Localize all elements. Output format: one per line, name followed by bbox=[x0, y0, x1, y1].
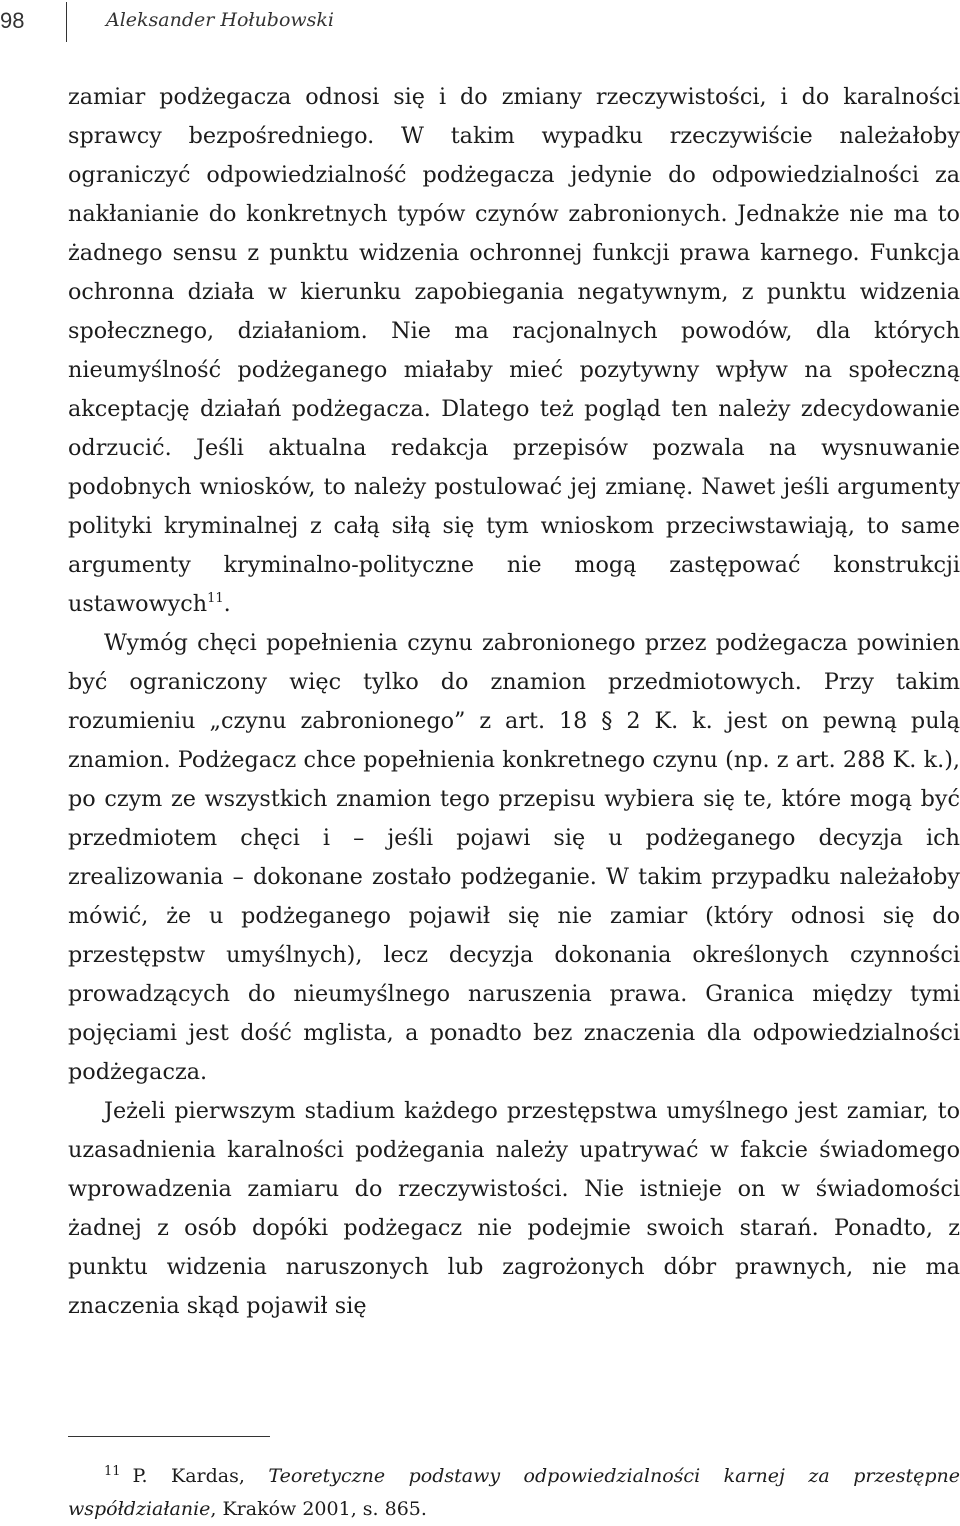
page-header bbox=[0, 0, 960, 46]
footnote-author: P. Kardas, bbox=[132, 1465, 245, 1487]
footnote-reference: 11 bbox=[207, 591, 224, 606]
header-divider bbox=[66, 2, 67, 42]
paragraph-2: Wymóg chęci popełnienia czynu zabronionego przez podżegacza powinien być ograniczony więc tylko do znamion przedmiotowych. Przy takim rozumieniu „czynu zabronionego” z art. 18 § 2 K. k. jest on pewną pulą znamion. Podżegacz chce popełnienia konkretnego czynu (np. z art. 288 K. k.), po czym ze wszystkich znamion tego przepisu wybiera się te, które mogą być przedmiotem chęci i – jeśli pojawi się u podżeganego decyzja ich zrealizowania – dokonane zostało podżeganie. W takim przypadku należałoby mówić, że u podżeganego pojawił się nie zamiar (który odnosi się do przestępstw umyślnych), lecz decyzja dokonania określonych czynności prowadzących do nieumyślnego naruszenia prawa. Granica między tymi pojęciami jest dość mglista, a ponadto bez znaczenia dla odpowiedzialności podżegacza. bbox=[68, 630, 960, 1085]
page-number: 98 bbox=[0, 8, 25, 33]
running-head: Aleksander Hołubowski bbox=[106, 9, 335, 31]
footnote-title: Teoretyczne podstawy odpowiedzialności karnej za przestępne współdziałanie bbox=[68, 1465, 960, 1520]
footnote: 11 P. Kardas, Teoretyczne podstawy odpowiedzialności karnej za przestępne współdziałanie, Kraków 2001, s. 865. bbox=[68, 1464, 960, 1520]
footnote-rest: , Kraków 2001, s. 865. bbox=[210, 1498, 427, 1520]
paragraph-1-text: zamiar podżegacza odnosi się i do zmiany rzeczywistości, i do karalności sprawcy bezpośredniego. W takim wypadku rzeczywiście należałoby ograniczyć odpowiedzialność podżegacza jedynie do odpowiedzialności za nakłanianie do konkretnych typów czynów zabronionych. Jednakże nie ma to żadnego sensu z punktu widzenia ochronnej funkcji prawa karnego. Funkcja ochronna działa w kierunku zapobiegania negatywnym, z punktu widzenia społecznego, działaniom. Nie ma racjonalnych powodów, dla których nieumyślność podżeganego miałaby mieć pozytywny wpływ na społeczną akceptację działań podżegacza. Dlatego też pogląd ten należy zdecydowanie odrzucić. Jeśli aktualna redakcja przepisów pozwala na wysnuwanie podobnych wniosków, to należy postulować jej zmianę. Nawet jeśli argumenty polityki kryminalnej z całą siłą się tym wnioskom przeciwstawiają, to same argumenty kryminalno-polityczne nie mogą zastępować konstrukcji ustawowych bbox=[68, 84, 960, 617]
paragraph-3: Jeżeli pierwszym stadium każdego przestępstwa umyślnego jest zamiar, to uzasadnienia karalności podżegania należy upatrywać w fakcie świadomego wprowadzenia zamiaru do rzeczywistości. Nie istnieje on w świadomości żadnej z osób dopóki podżegacz nie podejmie swoich starań. Ponadto, z punktu widzenia naruszonych lub zagrożonych dóbr prawnych, nie ma znaczenia skąd pojawił się bbox=[68, 1098, 960, 1319]
footnote-divider bbox=[68, 1436, 270, 1437]
main-text bbox=[68, 78, 960, 1326]
paragraph-1-end: . bbox=[223, 591, 231, 617]
paragraph-1 bbox=[68, 78, 960, 624]
